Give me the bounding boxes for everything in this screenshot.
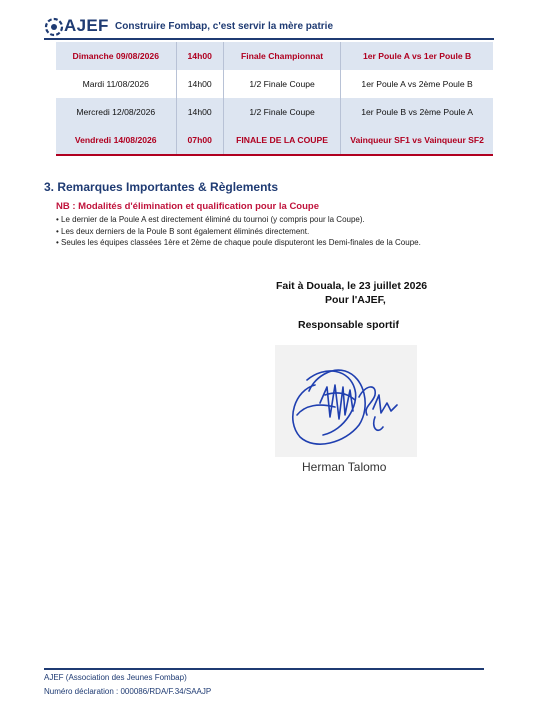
footer-declaration-number: Numéro déclaration : 000086/RDA/F.34/SAAJP <box>44 687 212 696</box>
handwritten-signature <box>275 345 417 457</box>
list-item: • Les deux derniers de la Poule B sont également éliminés directement. <box>56 226 421 238</box>
table-row <box>56 126 493 155</box>
footer-organization: AJEF (Association des Jeunes Fombap) <box>44 673 187 682</box>
header-tagline: Construire Fombap, c'est servir la mère patrie <box>115 21 334 32</box>
place-date: Fait à Douala, le 23 juillet 2026 <box>276 280 428 292</box>
signature-scribble-icon <box>275 345 417 457</box>
match-teams: 1er Poule A vs 2ème Poule B <box>341 70 493 98</box>
for-organization: Pour l'AJEF, <box>325 294 386 306</box>
match-teams: 1er Poule B vs 2ème Poule A <box>341 98 493 126</box>
match-time: 14h00 <box>176 42 223 70</box>
header-divider <box>44 38 494 40</box>
match-event: Finale Championnat <box>223 42 340 70</box>
schedule-table <box>56 42 493 156</box>
logo-text: AJEF <box>64 16 109 35</box>
match-date: Vendredi 14/08/2026 <box>56 126 176 155</box>
section-title: 3. Remarques Importantes & Règlements <box>44 180 279 194</box>
table-row <box>56 70 493 98</box>
list-item: • Le dernier de la Poule A est directement éliminé du tournoi (y compris pour la Coupe). <box>56 214 421 226</box>
list-item: • Seules les équipes classées 1ère et 2ème de chaque poule disputeront les Demi-finales de la Coupe. <box>56 237 421 249</box>
ajef-logo <box>44 16 112 38</box>
signatory-role: Responsable sportif <box>298 319 399 331</box>
match-event: FINALE DE LA COUPE <box>223 126 340 155</box>
table-row <box>56 42 493 70</box>
footer-divider <box>44 668 484 670</box>
match-date: Mercredi 12/08/2026 <box>56 98 176 126</box>
match-date: Dimanche 09/08/2026 <box>56 42 176 70</box>
table-row <box>56 98 493 126</box>
nb-heading: NB : Modalités d'élimination et qualification pour la Coupe <box>56 201 319 212</box>
rules-list <box>56 214 421 249</box>
signatory-name: Herman Talomo <box>302 460 387 474</box>
match-time: 07h00 <box>176 126 223 155</box>
match-date: Mardi 11/08/2026 <box>56 70 176 98</box>
page-header <box>44 14 494 40</box>
match-event: 1/2 Finale Coupe <box>223 98 340 126</box>
match-teams: Vainqueur SF1 vs Vainqueur SF2 <box>341 126 493 155</box>
match-teams: 1er Poule A vs 1er Poule B <box>341 42 493 70</box>
match-event: 1/2 Finale Coupe <box>223 70 340 98</box>
logo-emblem-icon <box>44 16 64 38</box>
match-time: 14h00 <box>176 70 223 98</box>
match-time: 14h00 <box>176 98 223 126</box>
